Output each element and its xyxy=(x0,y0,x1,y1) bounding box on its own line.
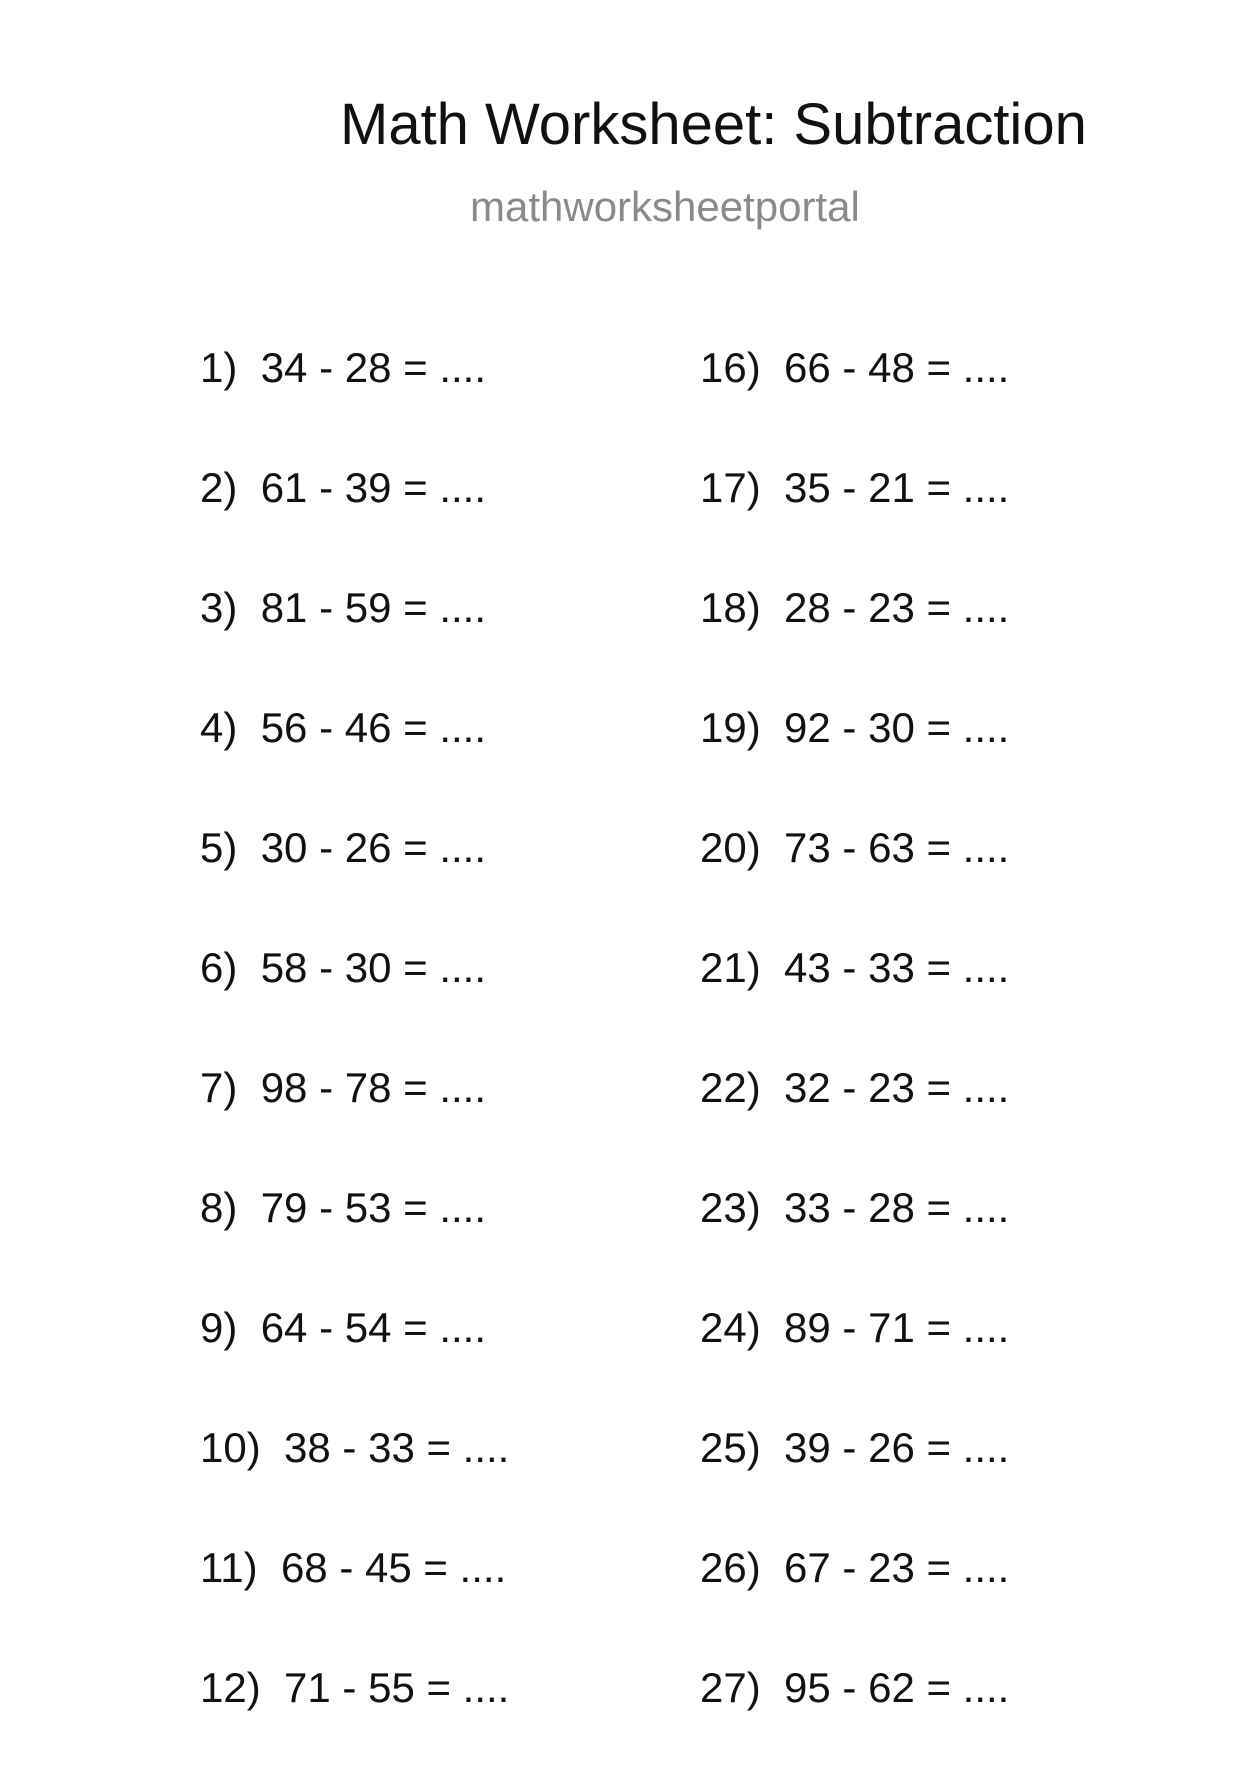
problem-number: 5) xyxy=(200,824,238,871)
problem-number: 18) xyxy=(700,584,761,631)
problem-expression: 66 - 48 = .... xyxy=(784,344,1010,391)
problem-expression: 68 - 45 = .... xyxy=(280,1544,507,1591)
problem-number: 22) xyxy=(700,1064,761,1111)
problem-item xyxy=(200,584,680,707)
problem-expression: 30 - 26 = .... xyxy=(260,824,487,871)
problem-expression: 43 - 33 = .... xyxy=(784,944,1010,991)
problem-item xyxy=(700,944,1180,1067)
problem-expression: 58 - 30 = .... xyxy=(260,944,487,991)
problem-item xyxy=(700,1664,1180,1787)
problem-item xyxy=(200,1424,680,1547)
problem-number: 1) xyxy=(200,344,238,391)
problem-expression: 61 - 39 = .... xyxy=(260,464,487,511)
problem-item xyxy=(200,1184,680,1307)
page-subtitle: mathworksheetportal xyxy=(470,183,860,230)
problem-number: 12) xyxy=(200,1664,261,1711)
problem-number: 21) xyxy=(700,944,761,991)
problem-item xyxy=(700,584,1180,707)
problem-item xyxy=(200,1064,680,1187)
problem-item xyxy=(700,704,1180,827)
problem-number: 16) xyxy=(700,344,761,391)
problem-expression: 98 - 78 = .... xyxy=(260,1064,487,1111)
problem-item xyxy=(700,464,1180,587)
problem-expression: 28 - 23 = .... xyxy=(784,584,1010,631)
problem-item xyxy=(700,1184,1180,1307)
problem-expression: 35 - 21 = .... xyxy=(784,464,1010,511)
problem-item xyxy=(200,1544,680,1667)
problem-number: 9) xyxy=(200,1304,238,1351)
problem-item xyxy=(700,1304,1180,1427)
problem-number: 10) xyxy=(200,1424,261,1471)
problem-item xyxy=(200,824,680,947)
problem-expression: 32 - 23 = .... xyxy=(784,1064,1010,1111)
problem-expression: 89 - 71 = .... xyxy=(784,1304,1010,1351)
problem-expression: 73 - 63 = .... xyxy=(784,824,1010,871)
problem-number: 19) xyxy=(700,704,761,751)
problem-number: 6) xyxy=(200,944,238,991)
problem-expression: 64 - 54 = .... xyxy=(260,1304,487,1351)
problem-item xyxy=(200,704,680,827)
problem-item xyxy=(200,1304,680,1427)
problem-expression: 38 - 33 = .... xyxy=(284,1424,510,1471)
problem-number: 24) xyxy=(700,1304,761,1351)
problem-item xyxy=(700,1424,1180,1547)
problem-expression: 79 - 53 = .... xyxy=(260,1184,487,1231)
problem-expression: 39 - 26 = .... xyxy=(784,1424,1010,1471)
problem-number: 23) xyxy=(700,1184,761,1231)
problem-item xyxy=(200,464,680,587)
problem-item xyxy=(700,824,1180,947)
problem-number: 3) xyxy=(200,584,238,631)
problem-expression: 92 - 30 = .... xyxy=(784,704,1010,751)
problem-number: 8) xyxy=(200,1184,238,1231)
problem-number: 25) xyxy=(700,1424,761,1471)
problem-expression: 34 - 28 = .... xyxy=(260,344,487,391)
problem-item xyxy=(700,1064,1180,1187)
problem-item xyxy=(200,344,680,467)
problem-number: 27) xyxy=(700,1664,761,1711)
problem-item xyxy=(700,1544,1180,1667)
problem-number: 26) xyxy=(700,1544,761,1591)
problem-item xyxy=(200,944,680,1067)
problem-expression: 33 - 28 = .... xyxy=(784,1184,1010,1231)
problem-column-right xyxy=(700,344,1180,1787)
problem-column-left xyxy=(200,344,680,1787)
problem-number: 7) xyxy=(200,1064,238,1111)
problem-number: 4) xyxy=(200,704,238,751)
problem-number: 11) xyxy=(200,1544,258,1591)
page-title: Math Worksheet: Subtraction xyxy=(340,92,1087,157)
problem-expression: 81 - 59 = .... xyxy=(260,584,487,631)
problem-expression: 71 - 55 = .... xyxy=(284,1664,510,1711)
problem-number: 20) xyxy=(700,824,761,871)
problem-number: 2) xyxy=(200,464,238,511)
problem-item xyxy=(700,344,1180,467)
problem-number: 17) xyxy=(700,464,761,511)
problem-expression: 95 - 62 = .... xyxy=(784,1664,1010,1711)
problem-expression: 56 - 46 = .... xyxy=(260,704,487,751)
problem-expression: 67 - 23 = .... xyxy=(784,1544,1010,1591)
problem-item xyxy=(200,1664,680,1787)
